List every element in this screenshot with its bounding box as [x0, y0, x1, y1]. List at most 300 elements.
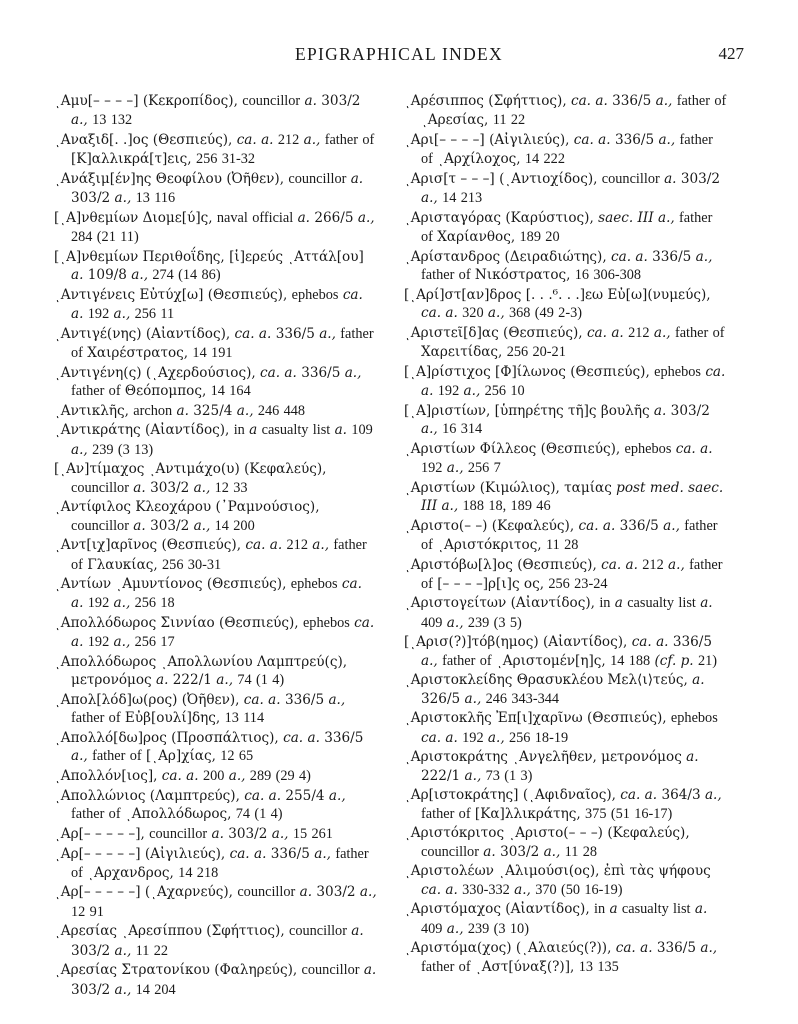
greek-text: –) [475, 517, 488, 534]
latin-abbrev: ca. [421, 881, 442, 898]
greek-text: – [464, 575, 472, 592]
greek-text: Χαρειτίδας, [421, 343, 503, 360]
greek-text: ιAριστοκλείδης [404, 672, 513, 689]
reference-number: 4) [270, 806, 283, 823]
greek-text: (Κεφαλεύς), [244, 461, 327, 478]
greek-text: Θεοφίλου [155, 170, 223, 187]
greek-text: 364/3 [661, 787, 701, 804]
latin-word: of [714, 93, 727, 109]
reference-number: 256 [548, 575, 570, 592]
greek-text: [ιAρισ(?)]τόβ(ημος) [404, 634, 539, 651]
latin-word: of [458, 267, 471, 284]
latin-abbrev: a., [543, 843, 561, 860]
greek-text: ιAρ[– [54, 845, 91, 862]
latin-abbrev: a. [304, 93, 317, 109]
reference-number: 256 [467, 459, 490, 476]
reference-number: 16 [442, 420, 457, 437]
greek-text: 303/2 [500, 843, 540, 860]
greek-text: (Δειραδιώτης), [504, 248, 607, 265]
index-entry [54, 614, 378, 652]
latin-word: in [593, 901, 606, 918]
reference-number: 256 [509, 729, 531, 746]
greek-text: 303/2 [71, 942, 111, 959]
latin-abbrev: a. [653, 402, 667, 419]
greek-text: ταμίας [564, 479, 612, 496]
latin-word: of [421, 575, 433, 592]
reference-number: 18 [160, 595, 175, 612]
latin-abbrev: a. [253, 845, 267, 862]
greek-text: [Κα]λλικράτης, [474, 805, 581, 822]
latin-abbrev: a. [268, 787, 282, 804]
index-columns [54, 92, 744, 1000]
reference-number: 5) [509, 614, 522, 631]
reference-number: 74 [237, 672, 252, 689]
latin-abbrev: ca. [675, 440, 696, 457]
greek-text: (Αἰαντίδος), [145, 325, 231, 342]
index-entry [54, 248, 378, 286]
reference-number: 13 [135, 190, 150, 207]
latin-abbrev: a., [421, 190, 438, 207]
reference-number: 191 [211, 344, 233, 361]
greek-text: 336/5 [275, 325, 315, 342]
latin-abbrev: a. [350, 170, 364, 187]
greek-text: ιAριστομέν[η]ς, [496, 652, 606, 669]
index-entry [54, 498, 378, 536]
greek-text: ιAρ[– [54, 884, 91, 901]
reference-number: (3 [493, 614, 506, 631]
index-column-right [404, 92, 728, 977]
greek-text: ιAριστίων [404, 440, 476, 457]
reference-number: 246 [257, 402, 280, 419]
greek-text: ιAριστο(– [508, 825, 576, 842]
latin-abbrev: ca. [620, 787, 641, 804]
index-entry [404, 92, 728, 130]
greek-text: ιAριστόμα(χος) [404, 940, 512, 957]
greek-text: 255/4 [285, 787, 325, 804]
greek-text: ιAπολλόδωρος [54, 654, 157, 671]
latin-abbrev: ca. [244, 787, 265, 804]
index-entry [404, 170, 728, 208]
latin-abbrev: a [609, 901, 618, 918]
greek-text: Κλεοχάρου [135, 499, 212, 516]
reference-number: 192 [87, 634, 110, 651]
latin-word: councillor [149, 825, 208, 842]
reference-number: 22 [153, 942, 168, 959]
reference-number: 192 [87, 595, 110, 612]
index-entry [54, 767, 378, 786]
greek-text: ιAρίστανδρος [404, 248, 501, 265]
greek-text: ιAριστόμαχος [404, 901, 501, 918]
reference-number: 448 [283, 402, 306, 419]
greek-text: ιAστ[ύναξ(?)], [474, 958, 575, 975]
greek-text: Εὐ[ω](νυμεύς), [607, 286, 711, 303]
reference-number: 370 [535, 881, 557, 898]
greek-text: [ιA]νθεμίων [54, 248, 139, 265]
greek-text: 303/2 [71, 190, 111, 207]
latin-abbrev: a., [446, 459, 464, 476]
latin-abbrev: a., [663, 517, 680, 534]
reference-number: 13) [134, 441, 154, 458]
latin-word: in [233, 422, 245, 439]
reference-number: (1 [254, 806, 267, 823]
latin-abbrev: a. [625, 556, 638, 573]
index-entry [404, 363, 728, 401]
latin-word: father [71, 382, 105, 399]
latin-abbrev: a., [441, 497, 459, 514]
greek-text: Θρασυκλέου [516, 672, 604, 689]
latin-abbrev: a. [297, 209, 310, 226]
greek-text: (Αἰαντίδος), [510, 595, 595, 612]
reference-number: 132 [110, 112, 133, 129]
latin-abbrev: a., [487, 729, 505, 746]
reference-number: 189 [519, 229, 541, 246]
latin-abbrev: a. [694, 901, 708, 918]
reference-number: 12 [220, 748, 235, 765]
greek-text: (Θεσπιεύς), [206, 576, 287, 593]
latin-abbrev: ca. [161, 768, 182, 785]
reference-number: 17 [160, 634, 175, 651]
greek-text: .]εω [575, 286, 604, 303]
index-entry [404, 517, 728, 555]
reference-number: 239 [467, 920, 490, 937]
index-entry [54, 825, 378, 844]
greek-text: Φίλλεος [479, 440, 537, 457]
index-entry [54, 209, 378, 247]
reference-number: 2-3) [558, 305, 582, 322]
greek-text: ιAττάλ[ου] [287, 248, 364, 265]
latin-word: father [71, 806, 105, 823]
latin-word: father [92, 748, 126, 765]
greek-text: Γλαυκίας, [87, 556, 158, 573]
reference-number: 189 [510, 497, 532, 514]
greek-text: – [95, 825, 102, 842]
index-entry [54, 575, 378, 613]
greek-text: (Αἰγιλιεύς), [489, 131, 570, 148]
latin-abbrev: a., [487, 305, 505, 322]
greek-text: –) [590, 825, 603, 842]
latin-abbrev: med. [649, 479, 684, 496]
latin-abbrev: a., [303, 131, 321, 148]
greek-text: (Θεσπιεύς), [152, 131, 233, 148]
reference-number: 212 [628, 324, 650, 341]
greek-text: – [460, 170, 468, 187]
reference-number: 74 [235, 806, 251, 823]
latin-abbrev: a., [446, 920, 464, 937]
greek-text: ιAριστολέων [404, 863, 494, 880]
latin-abbrev: a. [686, 749, 699, 766]
reference-number: 246 [485, 690, 508, 707]
reference-number: 3) [520, 767, 533, 784]
latin-abbrev: a. [363, 962, 377, 979]
reference-number: 31-32 [221, 151, 256, 168]
greek-text: τῆ]ς [567, 402, 597, 419]
latin-abbrev: p. [680, 652, 694, 669]
latin-word: father [679, 209, 713, 226]
greek-text: [Κ]αλλικρά[τ]εις, [71, 151, 192, 168]
latin-word: councillor [301, 962, 360, 979]
greek-text: oς, [523, 575, 545, 592]
index-entry [404, 824, 728, 862]
latin-abbrev: a. [602, 517, 616, 534]
latin-word: of [71, 556, 83, 573]
greek-text: Περιθοΐδης, [142, 248, 225, 265]
reference-number: 14 [192, 344, 207, 361]
greek-text: 303/2 [321, 93, 361, 109]
latin-abbrev: ca. [234, 325, 255, 342]
latin-abbrev: a., [314, 845, 331, 862]
reference-number: 284 [71, 229, 93, 246]
latin-abbrev: a. [133, 517, 146, 534]
latin-abbrev: a. [284, 364, 297, 381]
latin-word: list [312, 422, 331, 439]
latin-abbrev: a. [155, 672, 169, 689]
index-entry [54, 729, 378, 767]
latin-word: father [324, 131, 359, 148]
latin-abbrev: a., [464, 690, 482, 707]
reference-number: 7 [493, 459, 501, 476]
index-entry [404, 748, 728, 786]
latin-word: of [458, 958, 471, 975]
reference-number: (51 [610, 805, 630, 822]
reference-number: 114 [243, 710, 265, 727]
reference-number: 13 [224, 710, 239, 727]
latin-abbrev: a., [114, 190, 132, 207]
latin-abbrev: a. [644, 787, 658, 804]
latin-word: father [71, 710, 105, 727]
reference-number: 30-31 [187, 556, 222, 573]
reference-number: 12 [214, 479, 229, 496]
reference-number: 409 [421, 614, 443, 631]
reference-number: 239 [92, 441, 114, 458]
latin-abbrev: a., [464, 767, 482, 784]
latin-abbrev: ca. [283, 730, 304, 747]
latin-abbrev: a. [445, 881, 458, 898]
latin-abbrev: a., [71, 748, 88, 765]
reference-number: 14 [178, 864, 193, 881]
greek-text: 303/2 [680, 170, 721, 187]
greek-text: – [471, 170, 479, 187]
latin-abbrev: a. [351, 923, 364, 940]
greek-text: ιAριστεῖ[δ]ας [404, 324, 499, 341]
reference-number: 16 [574, 267, 590, 284]
latin-abbrev: a [249, 422, 258, 439]
latin-abbrev: a., [236, 402, 254, 419]
greek-text: 336/5 [652, 248, 692, 265]
latin-abbrev: a., [704, 787, 722, 804]
reference-number: 239 [467, 614, 490, 631]
index-entry [404, 594, 728, 632]
reference-number: 204 [154, 981, 176, 998]
greek-text: 303/2 [228, 825, 268, 842]
latin-abbrev: a. [258, 325, 272, 342]
reference-number: 15 [292, 825, 308, 842]
greek-text: 336/5 [324, 730, 364, 747]
latin-abbrev: a. [334, 422, 348, 439]
latin-abbrev: ca. [354, 615, 375, 632]
greek-text: ιAντιγένη(ς) [54, 364, 142, 381]
reference-number: 65 [238, 748, 254, 765]
greek-text: τὰς [629, 863, 654, 880]
reference-number: 330-332 [462, 881, 510, 898]
greek-text: 303/2 [316, 884, 356, 901]
index-entry [404, 900, 728, 938]
greek-text: ιAριστο(– [404, 517, 472, 534]
greek-text: [ιAρ]χίας, [146, 748, 216, 765]
greek-text: ιAμυ[– [54, 93, 100, 109]
greek-text: – [106, 825, 113, 842]
reference-number: 164 [229, 382, 251, 399]
greek-text: 325/4 [193, 402, 233, 419]
greek-text: 336/5 [284, 692, 325, 709]
latin-abbrev: a., [344, 364, 362, 381]
reference-number: 86) [201, 267, 221, 284]
index-entry [54, 845, 378, 883]
greek-text: ιAπολλωνίου [160, 654, 253, 671]
latin-abbrev: ca. [236, 131, 257, 148]
index-entry [54, 883, 378, 921]
latin-word: casualty [621, 901, 669, 918]
greek-text: [ιAρί]στ[αν]δρος [404, 286, 522, 303]
greek-text: Διομε[ύ]ς, [142, 209, 213, 226]
index-entry [404, 633, 728, 671]
reference-number: 11 [160, 305, 175, 322]
greek-text: – [104, 93, 111, 109]
latin-abbrev: a., [421, 652, 438, 669]
latin-abbrev: ca. [229, 845, 250, 862]
latin-word: of [129, 748, 142, 765]
latin-abbrev: ca. [243, 692, 264, 709]
reference-number: 192 [437, 382, 460, 399]
greek-text: – [461, 131, 469, 148]
greek-text: Σιννίαο [160, 615, 215, 632]
latin-abbrev: a., [113, 634, 131, 651]
greek-text: ιAντ[ιχ]αρῖνος [54, 537, 158, 554]
greek-text: [– [437, 575, 450, 592]
greek-text: (Ὀῆθεν), [226, 170, 285, 187]
greek-text: 336/5 [270, 845, 310, 862]
reference-number: 274 [152, 267, 174, 284]
greek-text: ιAπολ[λόδ]ω(ρος) [54, 692, 178, 709]
greek-text: ιAριστόκριτος [404, 825, 505, 842]
index-entry [54, 92, 378, 130]
latin-abbrev: a. [692, 672, 705, 689]
greek-text: ιAντιγέ(νης) [54, 325, 142, 342]
latin-word: of [421, 151, 433, 168]
reference-number: 10 [510, 382, 525, 399]
reference-number: 33 [233, 479, 248, 496]
latin-abbrev: a., [193, 517, 211, 534]
latin-abbrev: a., [114, 942, 132, 959]
reference-number: 188 [628, 652, 651, 669]
reference-number: 18-19 [534, 729, 569, 746]
index-column-left [54, 92, 378, 1000]
reference-number: 314 [460, 420, 483, 437]
reference-number: 289 [249, 768, 272, 785]
reference-number: 4) [272, 672, 285, 689]
latin-word: father [421, 267, 455, 284]
reference-number: 212 [277, 131, 300, 148]
greek-text: Λαμπτρεύ(ς), [256, 654, 348, 671]
greek-text: 222/1 [421, 767, 461, 784]
latin-word: ephebos [654, 363, 701, 380]
index-entry [54, 961, 378, 999]
latin-word: casualty [261, 422, 309, 439]
greek-text: –]ρ[ι]ς [475, 575, 520, 592]
greek-text: . [539, 286, 544, 303]
index-entry [404, 248, 728, 286]
reference-number: 368 [509, 305, 531, 322]
latin-word: casualty [627, 595, 675, 612]
latin-abbrev: a., [114, 981, 132, 998]
latin-abbrev: a., [228, 768, 246, 785]
greek-text: ιAρισταγόρας [404, 209, 502, 226]
greek-text: (ιAφιδναῖος), [522, 787, 616, 804]
latin-abbrev: a. [640, 940, 653, 957]
latin-word: councillor [421, 843, 479, 860]
greek-text: [ἱ]ερεύς [229, 248, 283, 265]
latin-word: father [689, 556, 723, 573]
latin-abbrev: a., [653, 324, 671, 341]
greek-text: (Θεσπιεύς), [207, 286, 288, 303]
latin-abbrev: a., [113, 595, 131, 612]
latin-abbrev: a., [216, 672, 234, 689]
latin-abbrev: III [421, 497, 438, 514]
index-entry [404, 402, 728, 440]
greek-text: (Κιμώλιος), [479, 479, 560, 496]
index-entry [54, 922, 378, 960]
reference-number: 256 [484, 382, 507, 399]
index-entry [404, 671, 728, 709]
greek-text: (Σφήττιος), [206, 923, 285, 940]
reference-number: (1 [504, 767, 517, 784]
latin-abbrev: a. [71, 634, 84, 651]
latin-abbrev: a., [71, 441, 88, 458]
greek-text: ιAπολλόδωρος [54, 615, 157, 632]
latin-word: of [108, 710, 121, 727]
greek-text: (Θεσπιεύς), [587, 710, 667, 727]
greek-text: (Προσπάλτιος), [171, 730, 279, 747]
greek-text: – [115, 93, 123, 109]
latin-word: father [684, 517, 718, 534]
reference-number: 14 [524, 151, 540, 168]
latin-abbrev: a. [269, 537, 283, 554]
reference-number: 375 [585, 805, 607, 822]
latin-abbrev: a., [657, 209, 675, 226]
latin-word: councillor [288, 170, 347, 187]
latin-abbrev: III [637, 209, 654, 226]
greek-text: ιAπολλώνιος [54, 787, 146, 804]
greek-text: (Αἰγιλιεύς), [144, 845, 226, 862]
reference-number: 192 [87, 305, 110, 322]
latin-word: father [340, 325, 374, 342]
reference-number: 28 [564, 536, 579, 553]
greek-text: ἐπὶ [603, 863, 626, 880]
latin-word: councillor [71, 517, 129, 534]
latin-abbrev: a., [71, 112, 88, 129]
greek-text: .⁶. [548, 286, 563, 303]
greek-text: (Θεσπιεύς), [570, 363, 650, 380]
latin-abbrev: a [614, 595, 623, 612]
greek-text: (ιAντιοχίδος), [499, 170, 598, 187]
index-entry [404, 939, 728, 977]
greek-text: (Φαληρεύς), [214, 962, 298, 979]
reference-number: 188 [462, 497, 484, 514]
latin-word: councillor [71, 479, 129, 496]
greek-text: (Ὀῆθεν), [181, 692, 240, 709]
greek-text: (Θεσπιεύς), [503, 324, 583, 341]
greek-text: ιAρχίλοχος, [437, 151, 521, 168]
greek-text: (ιAχαρνεύς), [144, 884, 233, 901]
